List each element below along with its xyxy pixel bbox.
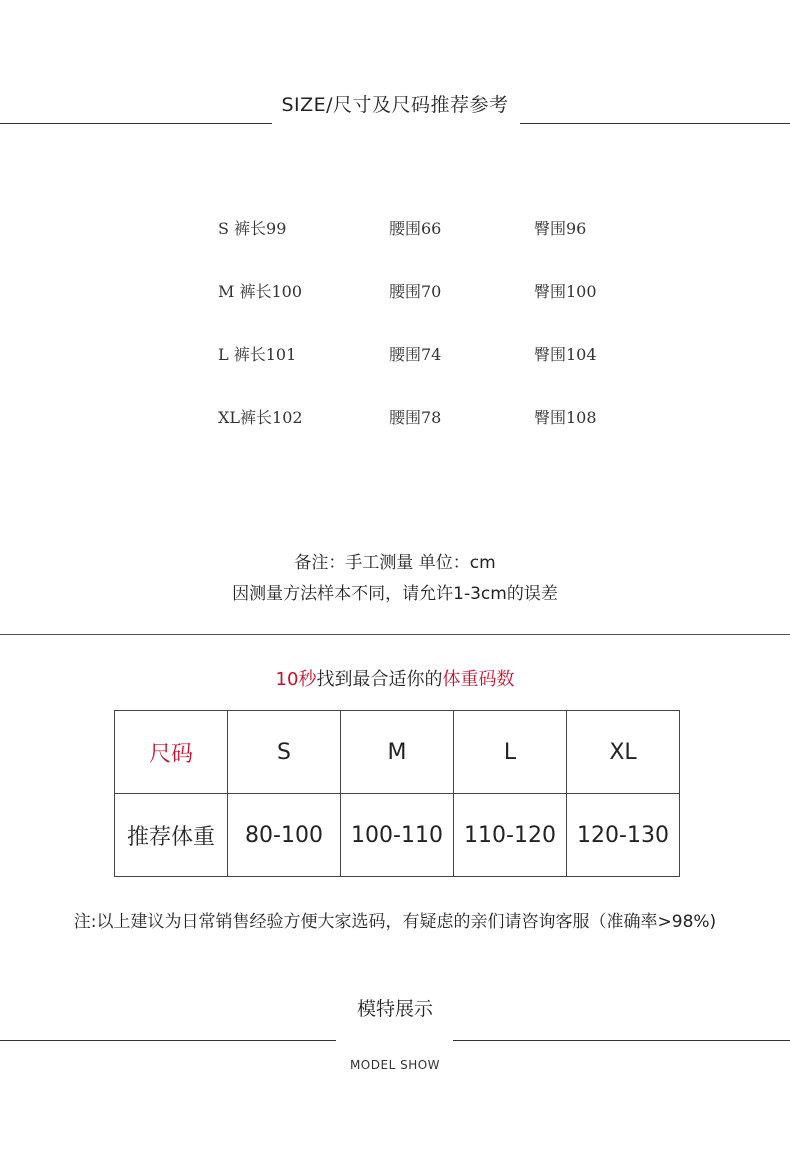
weight-title-highlight-2: 体重码数 — [442, 669, 515, 690]
measurement-note: 备注：手工测量 单位：cm — [294, 553, 496, 573]
spec-row-m — [0, 279, 790, 303]
size-section-title: SIZE/尺寸及尺码推荐参考 — [281, 94, 509, 116]
spec-waist: 腰围78 — [389, 408, 442, 427]
spec-row-l — [0, 342, 790, 366]
recommendation-footnote: 注:以上建议为日常销售经验方便大家选码，有疑虑的亲们请咨询客服（准确率>98%) — [73, 912, 717, 932]
model-rule-right — [453, 1040, 790, 1041]
table-header-label: 尺码 — [115, 711, 228, 794]
spec-length: S 裤长99 — [218, 219, 287, 238]
size-title-rule-right — [520, 123, 790, 124]
spec-hip: 臀围96 — [534, 219, 587, 238]
table-row — [115, 711, 680, 794]
table-size-cell: XL — [567, 711, 680, 794]
spec-length: L 裤长101 — [218, 345, 297, 364]
table-row-label: 推荐体重 — [115, 794, 228, 877]
weight-title-text: 找到最合适你的 — [316, 669, 443, 690]
spec-row-s — [0, 216, 790, 240]
spec-waist: 腰围70 — [389, 282, 442, 301]
section-divider — [0, 634, 790, 635]
table-weight-cell: 80-100 — [228, 794, 341, 877]
table-weight-cell: 120-130 — [567, 794, 680, 877]
spec-row-xl — [0, 405, 790, 429]
table-weight-cell: 110-120 — [454, 794, 567, 877]
model-rule-left — [0, 1040, 336, 1041]
table-row — [115, 794, 680, 877]
table-size-cell: S — [228, 711, 341, 794]
spec-hip: 臀围104 — [534, 345, 597, 364]
spec-length: M 裤长100 — [218, 282, 303, 301]
model-section-title: 模特展示 — [356, 998, 433, 1020]
spec-waist: 腰围66 — [389, 219, 442, 238]
spec-length: XL裤长102 — [218, 408, 303, 427]
spec-waist: 腰围74 — [389, 345, 442, 364]
spec-hip: 臀围100 — [534, 282, 597, 301]
table-weight-cell: 100-110 — [341, 794, 454, 877]
weight-title-highlight-1: 10秒 — [275, 669, 317, 690]
table-size-cell: L — [454, 711, 567, 794]
spec-hip: 臀围108 — [534, 408, 597, 427]
tolerance-note: 因测量方法样本不同，请允许1-3cm的误差 — [232, 584, 558, 604]
table-size-cell: M — [341, 711, 454, 794]
weight-section-title — [0, 665, 790, 691]
size-title-rule-left — [0, 123, 272, 124]
size-weight-table — [114, 710, 680, 877]
model-section-subtitle: MODEL SHOW — [349, 1058, 441, 1072]
